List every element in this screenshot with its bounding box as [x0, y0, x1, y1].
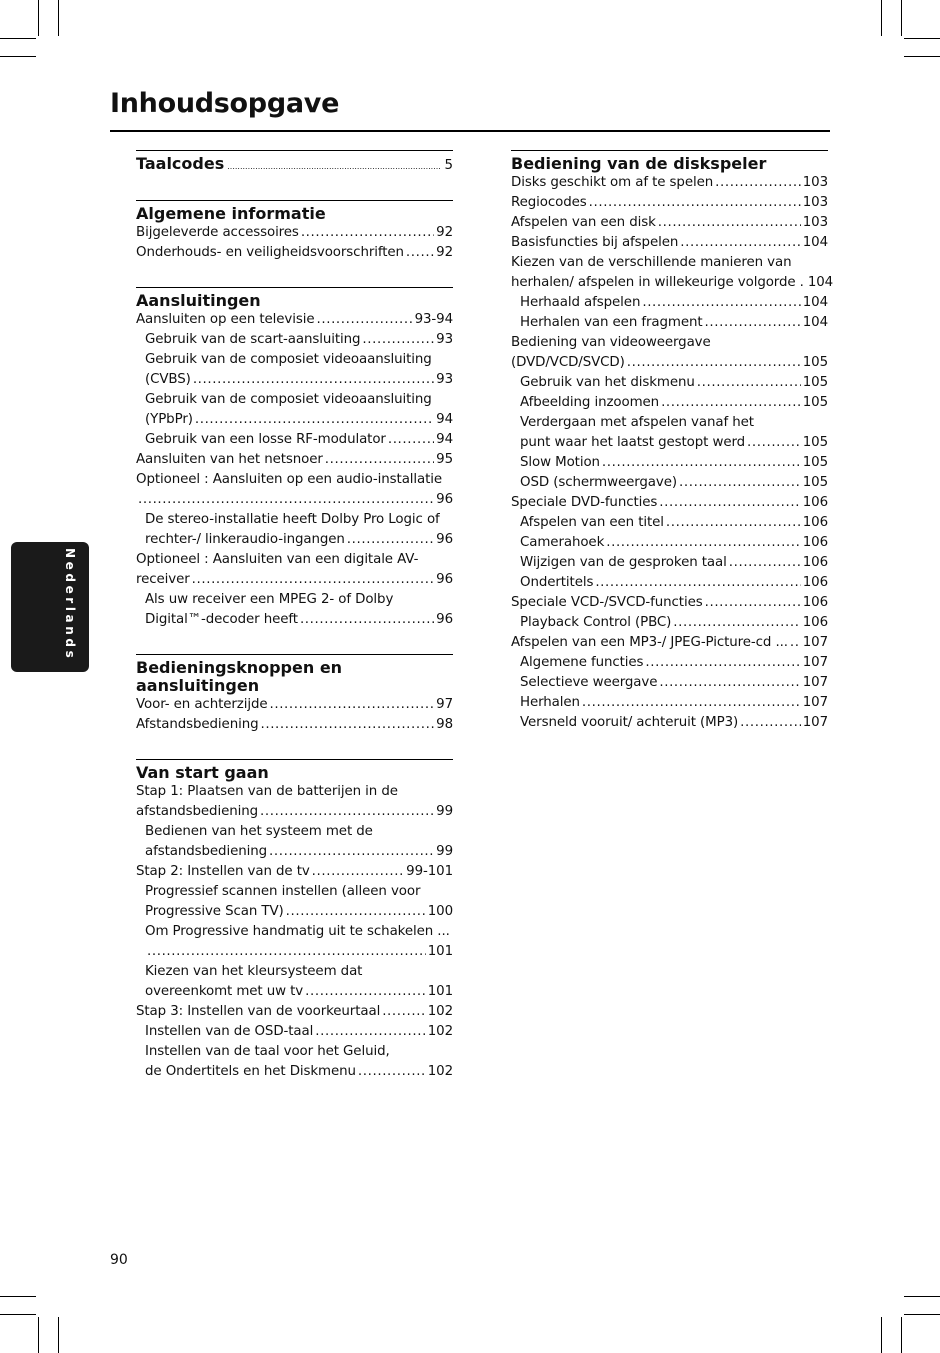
dot-leader — [729, 553, 801, 573]
toc-section — [136, 150, 453, 176]
section-heading: Bedieningsknoppen en aansluitingen — [136, 654, 453, 695]
dot-leader — [300, 610, 434, 630]
toc-entry: Optioneel : Aansluiten op een audio-installatie — [136, 472, 443, 487]
entry-text: Algemene functies — [520, 655, 644, 670]
section-heading: Bediening van de diskspeler — [511, 150, 828, 173]
crop-mark — [0, 38, 36, 39]
page-ref: 96 — [436, 532, 453, 547]
toc-entry: Als uw receiver een MPEG 2- of Dolby — [145, 592, 394, 607]
page-ref: 92 — [436, 225, 453, 240]
page-ref: 104 — [802, 295, 828, 310]
language-tab — [11, 542, 89, 672]
toc-entry — [136, 450, 453, 470]
page-ref: 95 — [436, 452, 453, 467]
dot-leader — [382, 1002, 426, 1022]
dot-leader — [193, 370, 434, 390]
dot-leader — [582, 693, 801, 713]
toc-entry — [511, 453, 828, 473]
entry-text: (CVBS) — [145, 372, 191, 387]
page-ref: 97 — [436, 697, 453, 712]
dot-leader — [312, 862, 404, 882]
entry-text: Voor- en achterzijde — [136, 697, 268, 712]
entry-text: Afspelen van een disk — [511, 215, 656, 230]
entry-text: Versneld vooruit/ achteruit (MP3) — [520, 715, 739, 730]
toc-entry — [511, 213, 828, 233]
dot-leader — [269, 842, 434, 862]
section-heading: Aansluitingen — [136, 287, 453, 310]
toc-entry — [136, 715, 453, 735]
page-ref: 104 — [807, 275, 834, 290]
dot-leader — [347, 530, 434, 550]
toc-entry: De stereo-installatie heeft Dolby Pro Logic of — [145, 512, 440, 527]
dot-leader — [227, 158, 441, 176]
entry-text: Progressive Scan TV) — [145, 904, 284, 919]
toc-entry: Kiezen van de verschillende manieren van — [511, 255, 792, 270]
dot-leader — [595, 573, 800, 593]
toc-entry — [136, 243, 453, 263]
entry-text: Gebruik van de scart-aansluiting — [145, 332, 361, 347]
page-ref: 106 — [802, 495, 828, 510]
page-ref: 5 — [444, 158, 453, 173]
page-ref: 105 — [802, 375, 828, 390]
toc-section — [136, 287, 453, 630]
toc-entry — [511, 713, 828, 733]
entry-text: Wijzigen van de gesproken taal — [520, 555, 727, 570]
toc-entry: Progressief scannen instellen (alleen voor — [145, 884, 421, 899]
entry-text: (YPbPr) — [145, 412, 193, 427]
page-ref: 103 — [802, 195, 828, 210]
crop-mark — [904, 38, 940, 39]
entry-text: Onderhouds- en veiligheidsvoorschriften — [136, 245, 404, 260]
page-ref: 106 — [802, 575, 828, 590]
crop-mark — [58, 0, 59, 36]
toc-section — [136, 654, 453, 735]
dot-leader — [317, 310, 413, 330]
page-ref: 102 — [427, 1024, 453, 1039]
toc-entry — [511, 233, 828, 253]
dot-leader — [627, 353, 801, 373]
entry-text: Afbeelding inzoomen — [520, 395, 660, 410]
dot-leader — [666, 513, 801, 533]
crop-mark — [901, 0, 902, 36]
crop-mark — [901, 1317, 902, 1353]
language-tab-label: Nederlands — [63, 548, 77, 662]
page-ref: 98 — [436, 717, 453, 732]
dot-leader — [362, 330, 434, 350]
toc-entry — [511, 633, 828, 653]
page-title: Inhoudsopgave — [110, 88, 340, 119]
entry-text: Afspelen van een MP3-/ JPEG-Picture-cd ... — [511, 635, 788, 650]
toc-entry — [136, 1062, 453, 1082]
entry-text: Gebruik van een losse RF-modulator — [145, 432, 386, 447]
toc-entry: Om Progressive handmatig uit te schakelen ... — [145, 924, 450, 939]
entry-text: Aansluiten van het netsnoer — [136, 452, 323, 467]
page-ref: 103 — [802, 215, 828, 230]
page-ref: 96 — [436, 612, 453, 627]
toc-entry — [136, 490, 453, 510]
toc-entry: Verdergaan met afspelen vanaf het — [520, 415, 754, 430]
toc-entry — [136, 223, 453, 243]
toc-entry — [136, 842, 453, 862]
dot-leader — [286, 902, 426, 922]
page-ref: 107 — [802, 675, 828, 690]
entry-text: Herhalen — [520, 695, 580, 710]
crop-mark — [904, 1314, 940, 1315]
crop-mark — [0, 1296, 36, 1297]
entry-text: Speciale DVD-functies — [511, 495, 658, 510]
entry-text: Herhalen van een fragment — [520, 315, 703, 330]
entry-text: punt waar het laatst gestopt werd — [520, 435, 746, 450]
toc-entry — [511, 273, 834, 293]
crop-mark — [58, 1317, 59, 1353]
section-heading: Van start gaan — [136, 759, 453, 782]
toc-entry — [511, 573, 828, 593]
dot-leader — [658, 213, 801, 233]
page-ref: 93 — [436, 332, 453, 347]
page-ref: 101 — [427, 944, 453, 959]
toc-entry — [511, 493, 828, 513]
toc-entry — [511, 393, 828, 413]
toc-entry — [511, 173, 828, 193]
dot-leader — [790, 633, 801, 653]
toc-entry — [511, 653, 828, 673]
entry-text: Aansluiten op een televisie — [136, 312, 315, 327]
toc-entry — [511, 473, 828, 493]
toc-entry — [136, 370, 453, 390]
page-ref: 103 — [802, 175, 828, 190]
page-ref: 102 — [427, 1064, 453, 1079]
entry-text: Disks geschikt om af te spelen — [511, 175, 714, 190]
toc-entry — [511, 533, 828, 553]
entry-text: herhalen/ afspelen in willekeurige volgorde . — [511, 275, 804, 290]
crop-mark — [0, 56, 36, 57]
toc-entry: Gebruik van de composiet videoaansluiting — [145, 392, 432, 407]
toc-entry: Gebruik van de composiet videoaansluiting — [145, 352, 432, 367]
toc-entry — [511, 613, 828, 633]
toc-section — [136, 200, 453, 263]
dot-leader — [659, 673, 800, 693]
page-ref: 107 — [802, 635, 828, 650]
entry-text: Digital™-decoder heeft — [145, 612, 298, 627]
dot-leader — [705, 593, 801, 613]
dot-leader — [301, 223, 434, 243]
toc-section — [511, 150, 834, 733]
page-ref: 107 — [802, 695, 828, 710]
toc-entry — [511, 433, 828, 453]
page-ref: 93-94 — [414, 312, 453, 327]
dot-leader — [642, 293, 800, 313]
toc-entry — [136, 902, 453, 922]
entry-text: Stap 3: Instellen van de voorkeurtaal — [136, 1004, 381, 1019]
toc-entry: Kiezen van het kleursysteem dat — [145, 964, 363, 979]
page-ref: 100 — [427, 904, 453, 919]
toc-entry — [136, 430, 453, 450]
crop-mark — [881, 0, 882, 36]
toc-entry — [511, 353, 828, 373]
dot-leader — [305, 982, 426, 1002]
dot-leader — [645, 653, 800, 673]
entry-text: Instellen van de OSD-taal — [145, 1024, 314, 1039]
page-ref: 94 — [436, 432, 453, 447]
page-ref: 101 — [427, 984, 453, 999]
page-ref: 106 — [802, 555, 828, 570]
toc-entry — [136, 802, 453, 822]
entry-text: rechter-/ linkeraudio-ingangen — [145, 532, 345, 547]
page-ref: 106 — [802, 515, 828, 530]
toc-entry — [136, 695, 453, 715]
toc-entry: Bedienen van het systeem met de — [145, 824, 373, 839]
crop-mark — [38, 1317, 39, 1353]
crop-mark — [0, 1314, 36, 1315]
dot-leader — [260, 802, 434, 822]
entry-text: Gebruik van het diskmenu — [520, 375, 695, 390]
entry-text: Regiocodes — [511, 195, 587, 210]
toc-section — [136, 759, 453, 1082]
page-ref: 105 — [802, 475, 828, 490]
entry-text: Afspelen van een titel — [520, 515, 664, 530]
entry-text: Playback Control (PBC) — [520, 615, 672, 630]
crop-mark — [904, 1296, 940, 1297]
page-ref: 99-101 — [406, 864, 453, 879]
section-heading-text: Taalcodes — [136, 154, 225, 173]
entry-text: OSD (schermweergave) — [520, 475, 678, 490]
page-ref: 105 — [802, 455, 828, 470]
toc-entry — [511, 513, 828, 533]
page-ref: 106 — [802, 595, 828, 610]
dot-leader — [195, 410, 434, 430]
entry-text: Selectieve weergave — [520, 675, 658, 690]
toc-entry — [511, 193, 828, 213]
toc-entry: Optioneel : Aansluiten van een digitale AV- — [136, 552, 419, 567]
page-ref: 99 — [436, 804, 453, 819]
toc-entry — [136, 942, 453, 962]
toc-entry — [511, 693, 828, 713]
dot-leader — [192, 570, 435, 590]
entry-text: Bijgeleverde accessoires — [136, 225, 299, 240]
entry-text: Basisfuncties bij afspelen — [511, 235, 679, 250]
dot-leader — [661, 393, 801, 413]
toc-entry — [511, 593, 828, 613]
toc-entry — [511, 293, 828, 313]
dot-leader — [406, 243, 434, 263]
entry-text: afstandsbediening — [145, 844, 268, 859]
dot-leader — [740, 713, 801, 733]
dot-leader — [715, 173, 801, 193]
page-ref: 104 — [802, 315, 828, 330]
entry-text: Slow Motion — [520, 455, 600, 470]
crop-mark — [881, 1317, 882, 1353]
dot-leader — [602, 453, 801, 473]
entry-text: de Ondertitels en het Diskmenu — [145, 1064, 356, 1079]
dot-leader — [138, 490, 434, 510]
dot-leader — [358, 1062, 426, 1082]
dot-leader — [679, 473, 801, 493]
page-ref: 106 — [802, 535, 828, 550]
page-number: 90 — [110, 1252, 128, 1268]
page-ref: 105 — [802, 355, 828, 370]
entry-text: Camerahoek — [520, 535, 605, 550]
entry-text: Stap 2: Instellen van de tv — [136, 864, 310, 879]
toc-entry — [136, 530, 453, 550]
page-ref: 96 — [436, 492, 453, 507]
page-ref: 107 — [802, 655, 828, 670]
page-ref: 99 — [436, 844, 453, 859]
entry-text: (DVD/VCD/SVCD) — [511, 355, 625, 370]
page-ref: 102 — [427, 1004, 453, 1019]
toc-left-column — [136, 150, 453, 1082]
dot-leader — [315, 1022, 425, 1042]
page-ref: 106 — [802, 615, 828, 630]
entry-text: overeenkomt met uw tv — [145, 984, 304, 999]
dot-leader — [269, 695, 434, 715]
toc-entry — [136, 330, 453, 350]
toc-entry — [511, 313, 828, 333]
page-ref: 94 — [436, 412, 453, 427]
toc-entry — [136, 410, 453, 430]
toc-entry — [511, 553, 828, 573]
section-heading — [136, 150, 453, 176]
dot-leader — [147, 942, 426, 962]
dot-leader — [673, 613, 800, 633]
toc-entry — [136, 862, 453, 882]
dot-leader — [260, 715, 434, 735]
toc-entry: Bediening van videoweergave — [511, 335, 711, 350]
section-heading: Algemene informatie — [136, 200, 453, 223]
dot-leader — [705, 313, 801, 333]
toc-entry — [136, 1002, 453, 1022]
toc-entry — [136, 570, 453, 590]
dot-leader — [697, 373, 801, 393]
toc-entry: Stap 1: Plaatsen van de batterijen in de — [136, 784, 398, 799]
page-ref: 104 — [802, 235, 828, 250]
toc-entry — [511, 673, 828, 693]
page-ref: 107 — [802, 715, 828, 730]
entry-text: afstandsbediening — [136, 804, 259, 819]
crop-mark — [38, 0, 39, 36]
toc-entry — [136, 1022, 453, 1042]
dot-leader — [680, 233, 800, 253]
page-ref: 93 — [436, 372, 453, 387]
entry-text: Afstandsbediening — [136, 717, 259, 732]
page-ref: 105 — [802, 395, 828, 410]
toc-entry — [136, 610, 453, 630]
dot-leader — [747, 433, 801, 453]
page-ref: 105 — [802, 435, 828, 450]
page-ref: 96 — [436, 572, 453, 587]
dot-leader — [659, 493, 800, 513]
entry-text: Speciale VCD-/SVCD-functies — [511, 595, 703, 610]
crop-mark — [904, 56, 940, 57]
toc-right-column — [511, 150, 834, 733]
toc-entry: Instellen van de taal voor het Geluid, — [145, 1044, 390, 1059]
title-rule — [110, 130, 830, 132]
entry-text: Herhaald afspelen — [520, 295, 641, 310]
dot-leader — [589, 193, 801, 213]
page-ref: 92 — [436, 245, 453, 260]
dot-leader — [325, 450, 434, 470]
toc-entry — [136, 982, 453, 1002]
dot-leader — [606, 533, 801, 553]
entry-text: receiver — [136, 572, 190, 587]
entry-text: Ondertitels — [520, 575, 594, 590]
toc-entry — [136, 310, 453, 330]
toc-entry — [511, 373, 828, 393]
dot-leader — [388, 430, 434, 450]
